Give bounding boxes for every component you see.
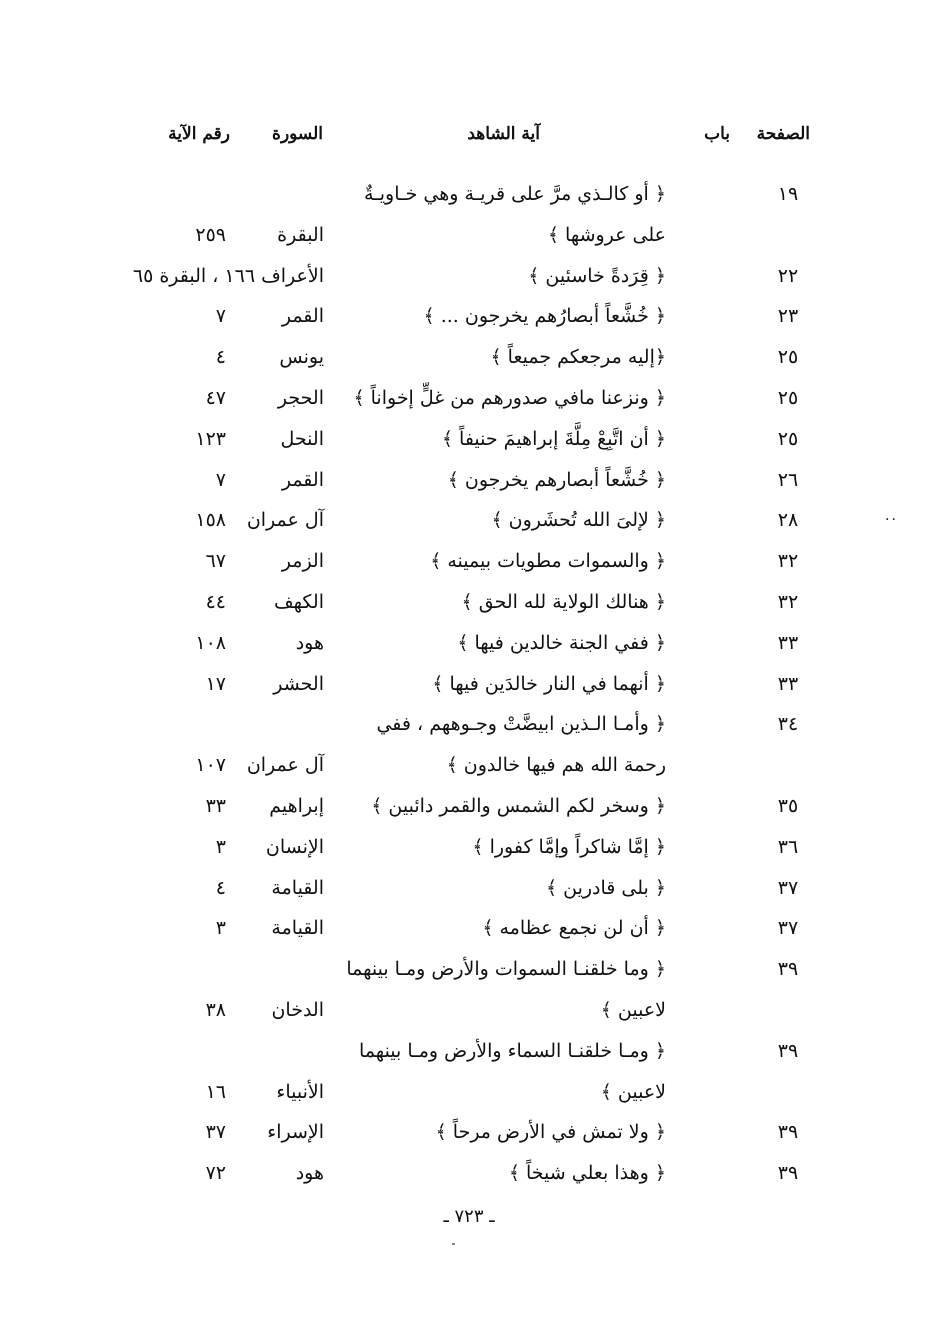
table-row bbox=[0, 951, 938, 992]
cell-verse: ﴿ قِرَدةً خاسئين ﴾ bbox=[528, 264, 666, 287]
cell-verse-number: ١٥٨ bbox=[195, 509, 226, 532]
cell-verse-number: ٣ bbox=[215, 917, 226, 940]
header-verse-number: رقم الآية bbox=[168, 124, 230, 144]
table-row bbox=[0, 584, 938, 625]
table-row bbox=[0, 992, 938, 1033]
cell-surah: آل عمران bbox=[246, 754, 324, 777]
cell-verse: ﴿ أن اتَّبِعْ مِلَّةَ إبراهيمَ حنيفاً ﴾ bbox=[441, 427, 666, 450]
cell-surah: الإسراء bbox=[267, 1121, 324, 1144]
cell-verse: ﴿ ففي الجنة خالدين فيها ﴾ bbox=[457, 631, 666, 654]
header-verse: آية الشاهد bbox=[467, 124, 540, 144]
cell-verse: ﴿ خُشَّعاً أبصارُهم يخرجون ... ﴾ bbox=[423, 305, 666, 328]
cell-surah: هود bbox=[295, 631, 324, 654]
table-row bbox=[0, 788, 938, 829]
cell-verse: ﴿ إمَّا شاكراً وإمَّا كفورا ﴾ bbox=[472, 835, 666, 858]
cell-page: ٣٥ bbox=[777, 794, 799, 817]
cell-page: ٣٩ bbox=[777, 1162, 799, 1185]
cell-page: ٣٢ bbox=[777, 590, 799, 613]
cell-page: ٢٨ bbox=[777, 509, 799, 532]
cell-verse-number: ٧ bbox=[215, 468, 226, 491]
table-row bbox=[0, 176, 938, 217]
cell-surah: البقرة bbox=[277, 223, 324, 246]
cell-surah: القمر bbox=[281, 468, 324, 491]
cell-verse: ﴿ وسخر لكم الشمس والقمر دائبين ﴾ bbox=[371, 794, 666, 817]
cell-verse-number: ١٢٣ bbox=[195, 427, 226, 450]
cell-surah: الإنسان bbox=[265, 835, 324, 858]
cell-page: ٣٢ bbox=[777, 550, 799, 573]
cell-verse: ﴿ وما خلقنـا السموات والأرض ومـا بينهما bbox=[346, 958, 666, 981]
cell-verse-number: ٤٤ bbox=[205, 590, 226, 613]
cell-page: ٣٣ bbox=[777, 631, 799, 654]
cell-verse: ﴿ لإلىَ الله تُحشَرون ﴾ bbox=[491, 509, 666, 532]
cell-surah: الكهف bbox=[274, 590, 324, 613]
cell-verse: على عروشها ﴾ bbox=[547, 223, 666, 246]
cell-verse: ﴿ ونزعنا مافي صدورهم من غلٍّ إخواناً ﴾ bbox=[353, 386, 666, 409]
margin-mark: .. bbox=[885, 508, 898, 524]
cell-page: ٣٩ bbox=[777, 1039, 799, 1062]
print-speck bbox=[452, 1243, 455, 1245]
cell-verse-number: ٦٧ bbox=[205, 550, 226, 573]
table-row bbox=[0, 298, 938, 339]
cell-surah: آل عمران bbox=[246, 509, 324, 532]
cell-surah: يونس bbox=[279, 346, 324, 369]
cell-verse: ﴿ أنهما في النار خالدَين فيها ﴾ bbox=[432, 672, 666, 695]
cell-verse: ﴿ أو كالـذي مرَّ على قريـة وهي خـاويـةٌ bbox=[364, 183, 666, 205]
cell-surah: هود bbox=[295, 1162, 324, 1185]
cell-page: ٣٦ bbox=[777, 835, 799, 858]
table-row bbox=[0, 217, 938, 258]
cell-verse: ﴿ خُشَّعاً أبصارهم يخرجون ﴾ bbox=[447, 468, 666, 491]
cell-verse-number: ٣ bbox=[215, 835, 226, 858]
header-chapter: باب bbox=[704, 124, 730, 144]
table-row bbox=[0, 1074, 938, 1115]
cell-verse-number: ١٧ bbox=[205, 672, 226, 695]
cell-surah: القمر bbox=[281, 305, 324, 328]
cell-verse-number: ١٠٧ bbox=[195, 754, 226, 777]
table-row bbox=[0, 1155, 938, 1196]
cell-page: ١٩ bbox=[777, 183, 799, 205]
cell-verse: ﴿إليه مرجعكم جميعاً ﴾ bbox=[490, 346, 666, 369]
cell-verse-number: ٧٢ bbox=[205, 1162, 226, 1185]
cell-verse-number: ٢٥٩ bbox=[195, 223, 226, 246]
cell-surah: الزمر bbox=[281, 550, 324, 573]
cell-page: ٢٢ bbox=[777, 264, 799, 287]
cell-verse: ﴿ وهذا بعلي شيخاً ﴾ bbox=[508, 1162, 666, 1185]
cell-page: ٢٣ bbox=[777, 305, 799, 328]
cell-page: ٣٤ bbox=[777, 713, 799, 736]
cell-verse-number: ١٠٨ bbox=[195, 631, 226, 654]
cell-surah: الحشر bbox=[273, 672, 324, 695]
cell-verse: ﴿ والسموات مطويات بيمينه ﴾ bbox=[430, 550, 666, 573]
cell-verse-number: ٤ bbox=[215, 346, 226, 369]
table-row bbox=[0, 1114, 938, 1155]
table-row bbox=[0, 625, 938, 666]
table-row bbox=[0, 666, 938, 707]
cell-surah: القيامة bbox=[271, 876, 324, 899]
table-row bbox=[0, 421, 938, 462]
table-row bbox=[0, 502, 938, 543]
cell-surah: الأنبياء bbox=[276, 1080, 324, 1103]
table-row bbox=[0, 543, 938, 584]
cell-surah: النحل bbox=[280, 427, 324, 450]
cell-surah: الدخان bbox=[271, 998, 324, 1021]
cell-verse: ﴿ أن لن نجمع عظامه ﴾ bbox=[482, 917, 666, 940]
cell-verse-number: ٣٣ bbox=[205, 794, 226, 817]
cell-page: ٣٣ bbox=[777, 672, 799, 695]
cell-surah: إبراهيم bbox=[269, 794, 324, 817]
page-number: ـ ٧٢٣ ـ bbox=[443, 1206, 495, 1227]
cell-verse: ﴿ هنالك الولاية لله الحق ﴾ bbox=[461, 590, 666, 613]
cell-page: ٣٧ bbox=[777, 917, 799, 940]
cell-verse: ﴿ ولا تمش في الأرض مرحاً ﴾ bbox=[435, 1121, 666, 1144]
table-row bbox=[0, 870, 938, 911]
cell-verse-number: ٣٧ bbox=[205, 1121, 226, 1144]
cell-surah: القيامة bbox=[271, 917, 324, 940]
cell-verse-number: ٤ bbox=[215, 876, 226, 899]
table-row bbox=[0, 829, 938, 870]
table-row bbox=[0, 1033, 938, 1074]
cell-page: ٣٩ bbox=[777, 1121, 799, 1144]
cell-surah: الأعراف ١٦٦ ، البقرة ٦٥ bbox=[132, 264, 324, 287]
header-page: الصفحة bbox=[756, 124, 810, 144]
cell-verse-number: ٣٨ bbox=[205, 998, 226, 1021]
cell-verse-number: ٤٧ bbox=[205, 386, 226, 409]
cell-verse: ﴿ بلى قادرين ﴾ bbox=[545, 876, 666, 899]
cell-page: ٢٥ bbox=[777, 346, 799, 369]
cell-page: ٣٧ bbox=[777, 876, 799, 899]
table-row bbox=[0, 258, 938, 299]
cell-verse: ﴿ ومـا خلقنـا السماء والأرض ومـا بينهما bbox=[359, 1039, 666, 1062]
index-table bbox=[0, 176, 938, 1196]
cell-verse-number: ٧ bbox=[215, 305, 226, 328]
table-header bbox=[0, 124, 938, 154]
cell-verse: لاعبين ﴾ bbox=[600, 998, 666, 1021]
cell-verse: لاعبين ﴾ bbox=[600, 1080, 666, 1103]
table-row bbox=[0, 462, 938, 503]
cell-verse: ﴿ وأمـا الـذين ابيضَّتْ وجـوههم ، ففي bbox=[376, 713, 666, 736]
cell-verse: رحمة الله هم فيها خالدون ﴾ bbox=[446, 754, 666, 777]
cell-verse-number: ١٦ bbox=[205, 1080, 226, 1103]
cell-page: ٢٦ bbox=[777, 468, 799, 491]
header-surah: السورة bbox=[272, 124, 323, 144]
table-row bbox=[0, 339, 938, 380]
table-row bbox=[0, 706, 938, 747]
cell-page: ٣٩ bbox=[777, 958, 799, 981]
table-row bbox=[0, 747, 938, 788]
cell-page: ٢٥ bbox=[777, 386, 799, 409]
table-row bbox=[0, 910, 938, 951]
cell-surah: الحجر bbox=[277, 386, 324, 409]
cell-page: ٢٥ bbox=[777, 427, 799, 450]
table-row bbox=[0, 380, 938, 421]
